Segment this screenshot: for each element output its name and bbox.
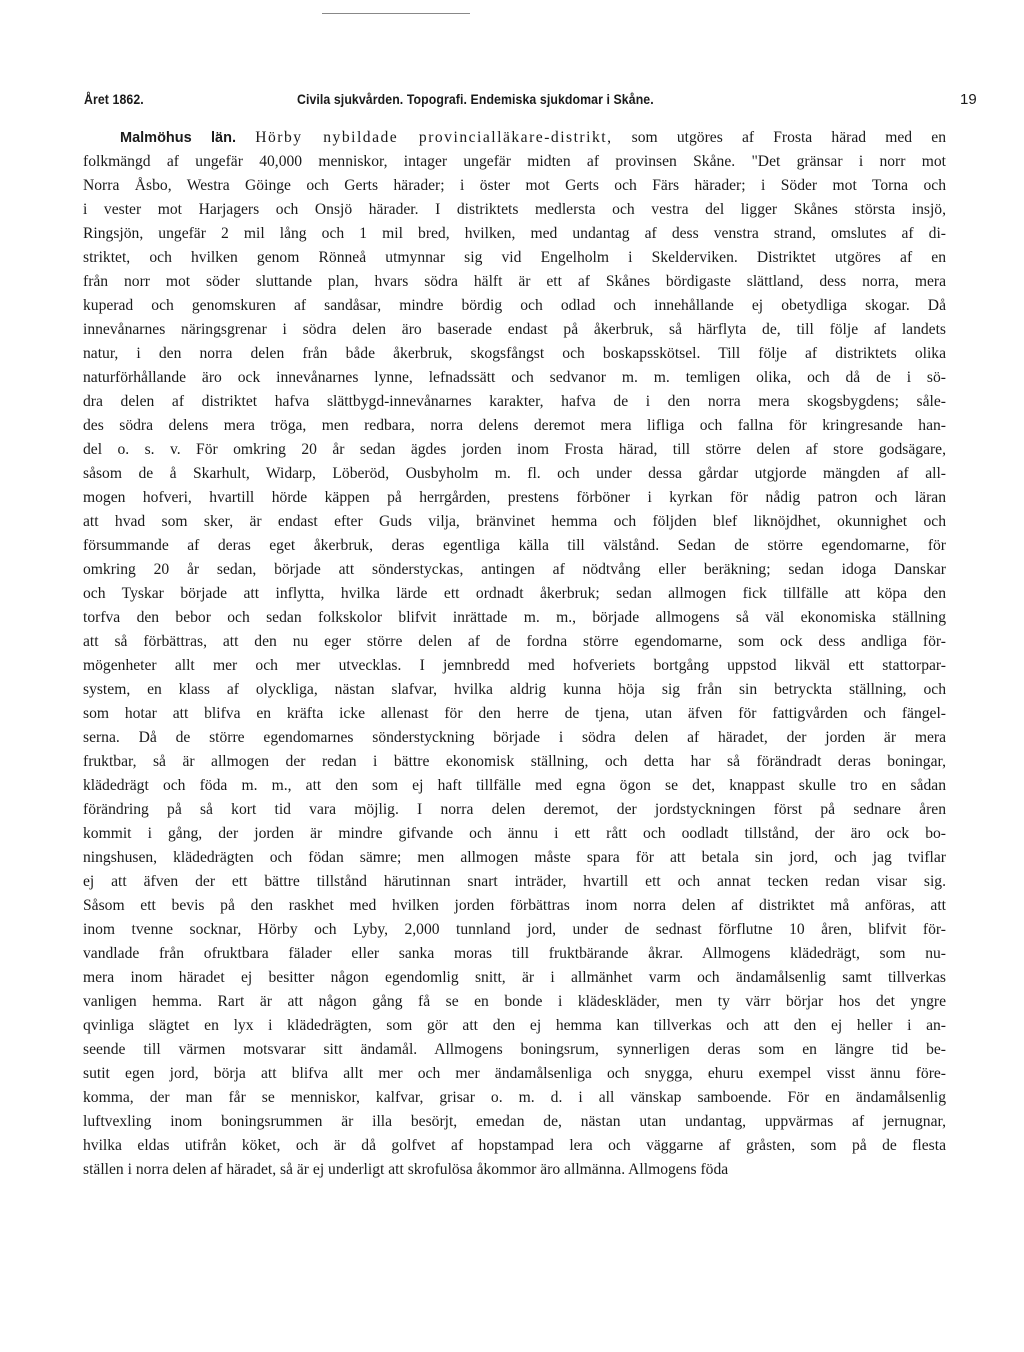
text-line: hvilka eldas utifrån köket, och är då golfvet af hopstampad lera och väggarne af gråsten, som på de flesta xyxy=(83,1137,946,1154)
text-line: dra delen af distriktet hafva slättbygd-innevånarnes karakter, hafva de i den norra mera skogsbygdens; såle- xyxy=(83,393,946,410)
text-line: mera inom häradet ej besitter någon egendomlig snitt, är i allmänhet varm och ändamålsenlig samt tillverkas xyxy=(83,969,946,986)
text-line: Norra Åsbo, Westra Göinge och Gerts härader; i öster mot Gerts och Färs härader; i Söder mot Torna och xyxy=(83,177,946,194)
text-line: striktet, och hvilken genom Rönneå utmynnar sig vid Engelholm i Skelderviken. Distriktet utgöres af en xyxy=(83,249,946,266)
text-line-first xyxy=(83,126,946,150)
text-line: inom tvenne socknar, Hörby och Lyby, 2,000 tunnland jord, under de sednast förflutne 10 åren, blifvit för- xyxy=(83,921,946,938)
text-line: system, en klass af olyckliga, nästan slafvar, hvilka aldrig kunna höja sig från sin betryckta ställning, och xyxy=(83,681,946,698)
running-header xyxy=(84,91,850,113)
text-line: vandlade från ofruktbara fälader eller sanka moras till fruktbärande åkrar. Allmogens klädedrägt, som nu- xyxy=(83,945,946,962)
page-number: 19 xyxy=(960,91,977,108)
text-line: mogen hofveri, hvartill hörde käppen på herrgården, prestens förböner i kyrkan för nådig patron och läran xyxy=(83,489,946,506)
text-line: ej att äfven der ett bättre tillstånd härutinnan snart inträder, hvartill ett och annat tecken redan visar sig. xyxy=(83,873,946,890)
text-line: luftvexling inom boningsrummen är illa besörjt, emedan de, nästan utan undantag, uppvärmas af jernugnar, xyxy=(83,1113,946,1130)
text-line: Såsom ett bevis på den raskhet med hvilken jorden förbättras inom norra delen af distriktet må anföras, att xyxy=(83,897,946,914)
header-year: Året 1862. xyxy=(84,91,144,107)
text-line: qvinliga slägtet en lyx i klädedrägten, som gör att den ej hemma kan tillverkas och att den ej heller i an- xyxy=(83,1017,946,1034)
text-line: mögenheter allt mer och mer utvecklas. I jemnbredd med hofveriets bortgång uppstod likväl ett stattorpar- xyxy=(83,657,946,674)
text-line: fruktbar, så är allmogen der redan i bättre ekonomisk ställning, och detta har så förändradt deras boningar, xyxy=(83,753,946,770)
text-line: Ringsjön, ungefär 2 mil lång och 1 mil bred, hvilken, med undantag af dess venstra strand, omslutes af di- xyxy=(83,225,946,242)
text-line: att så förbättras, att den nu eger större delen af de fordna större egendomarne, som ock dess andliga för- xyxy=(83,633,946,650)
text-line: vanligen hemma. Rart är att någon gång få se en bonde i klädeskläder, men ty värr börjar hos det yngre xyxy=(83,993,946,1010)
text-line: seende till värmen motsvarar sitt ändamål. Allmogens boningsrum, synnerligen deras som en längre tid be- xyxy=(83,1041,946,1058)
text-line: förändring på så kort tid vara möjlig. I norra delen deremot, der jordstyckningen först på sednare åren xyxy=(83,801,946,818)
text-line: serna. Då de större egendomarnes sönderstyckning började i södra delen af häradet, der jorden är mera xyxy=(83,729,946,746)
text-line: folkmängd af ungefär 40,000 menniskor, intager ungefär midten af provinsen Skåne. "Det gränsar i norr mot xyxy=(83,153,946,170)
text-line: natur, i den norra delen från både åkerbruk, skogsfångst och boskapsskötsel. Till följe af distriktets olika xyxy=(83,345,946,362)
district-name: Hörby nybildade provincialläkare-distrikt, xyxy=(255,129,613,146)
text-line: som hotar att blifva en kräfta icke allenast för den herre de tjena, utan äfven för fattigvården och fängel- xyxy=(83,705,946,722)
first-line-rest: som utgöres af Frosta härad med en xyxy=(612,129,946,146)
text-line: från norr mot söder sluttande plan, hvars södra hälft är ett af Skånes bördigaste slättland, dess norra, mera xyxy=(83,273,946,290)
text-line: innevånarnes näringsgrenar i södra delen äro baserade endast på åkerbruk, så härflyta de, till följe af landets xyxy=(83,321,946,338)
header-topic: Civila sjukvården. Topografi. Endemiska sjukdomar i Skåne. xyxy=(296,91,654,107)
top-rule xyxy=(322,13,470,14)
text-line: försummande af deras eget åkerbruk, deras egentliga källa till välstånd. Sedan de större egendomarne, för xyxy=(83,537,946,554)
text-line: omkring 20 år sedan, började att sönderstyckas, antingen af nödtvång eller beräkning; sedan idoga Danskar xyxy=(83,561,946,578)
text-line: ningshusen, klädedrägten och födan sämre; men allmogen måste spara för att betala sin jord, och jag tviflar xyxy=(83,849,946,866)
text-line: kommit i gång, der jorden är mindre gifvande och ännu i ett rått och oodladt tillstånd, der äro ock bo- xyxy=(83,825,946,842)
text-line: komma, der man får se menniskor, kalfvar, grisar o. m. d. i all vänskap samboende. För en ändamålsenlig xyxy=(83,1089,946,1106)
text-line: torfva den bebor och sedan folkskolor blifvit inrättade m. m., började allmogens så väl ekonomiska ställning xyxy=(83,609,946,626)
text-line: naturförhållande äro ock innevånarnes lynne, lefnadssätt och sedvanor m. m. temligen olika, och då de i sö- xyxy=(83,369,946,386)
text-line: kuperad och genomskuren af sandåsar, mindre bördig och odlad och innehållande ej obetydliga skogar. Då xyxy=(83,297,946,314)
text-line: klädedrägt och föda m. m., att den som ej haft tillfälle med egna ögon se det, knappast skulle tro en sådan xyxy=(83,777,946,794)
body-text xyxy=(83,126,946,1182)
section-heading: Malmöhus län. xyxy=(120,130,236,146)
text-line: och Tyskar började att inflytta, hvilka lärde ett ordnadt åkerbruk; sedan allmogen fick tillfälle att köpa den xyxy=(83,585,946,602)
text-line: sutit egen jord, börja att blifva allt mer och mer ändamålsenliga och snygga, ehuru exempel visst ännu före- xyxy=(83,1065,946,1082)
text-line: att hvad som sker, är endast efter Guds vilja, bränvinet hemma och följden blef liknöjdhet, okunnighet och xyxy=(83,513,946,530)
text-line: ställen i norra delen af häradet, så är ej underligt att skrofulösa åkommor äro allmänna. Allmogens föda xyxy=(83,1161,729,1178)
text-line: del o. s. v. För omkring 20 år sedan ägdes jorden inom Frosta härad, till större delen af store godsägare, xyxy=(83,441,946,458)
text-line: i vester mot Harjagers och Onsjö härader. I distriktets medlersta och vestra del ligger Skånes största insjö, xyxy=(83,201,946,218)
text-line: såsom de å Skarhult, Widarp, Löberöd, Ousbyholm m. fl. och under dessa gårdar utgjorde mängden af all- xyxy=(83,465,946,482)
text-line: des södra delens mera tröga, men redbara, norra delens deremot mera lifliga och fallna för kringresande han- xyxy=(83,417,946,434)
